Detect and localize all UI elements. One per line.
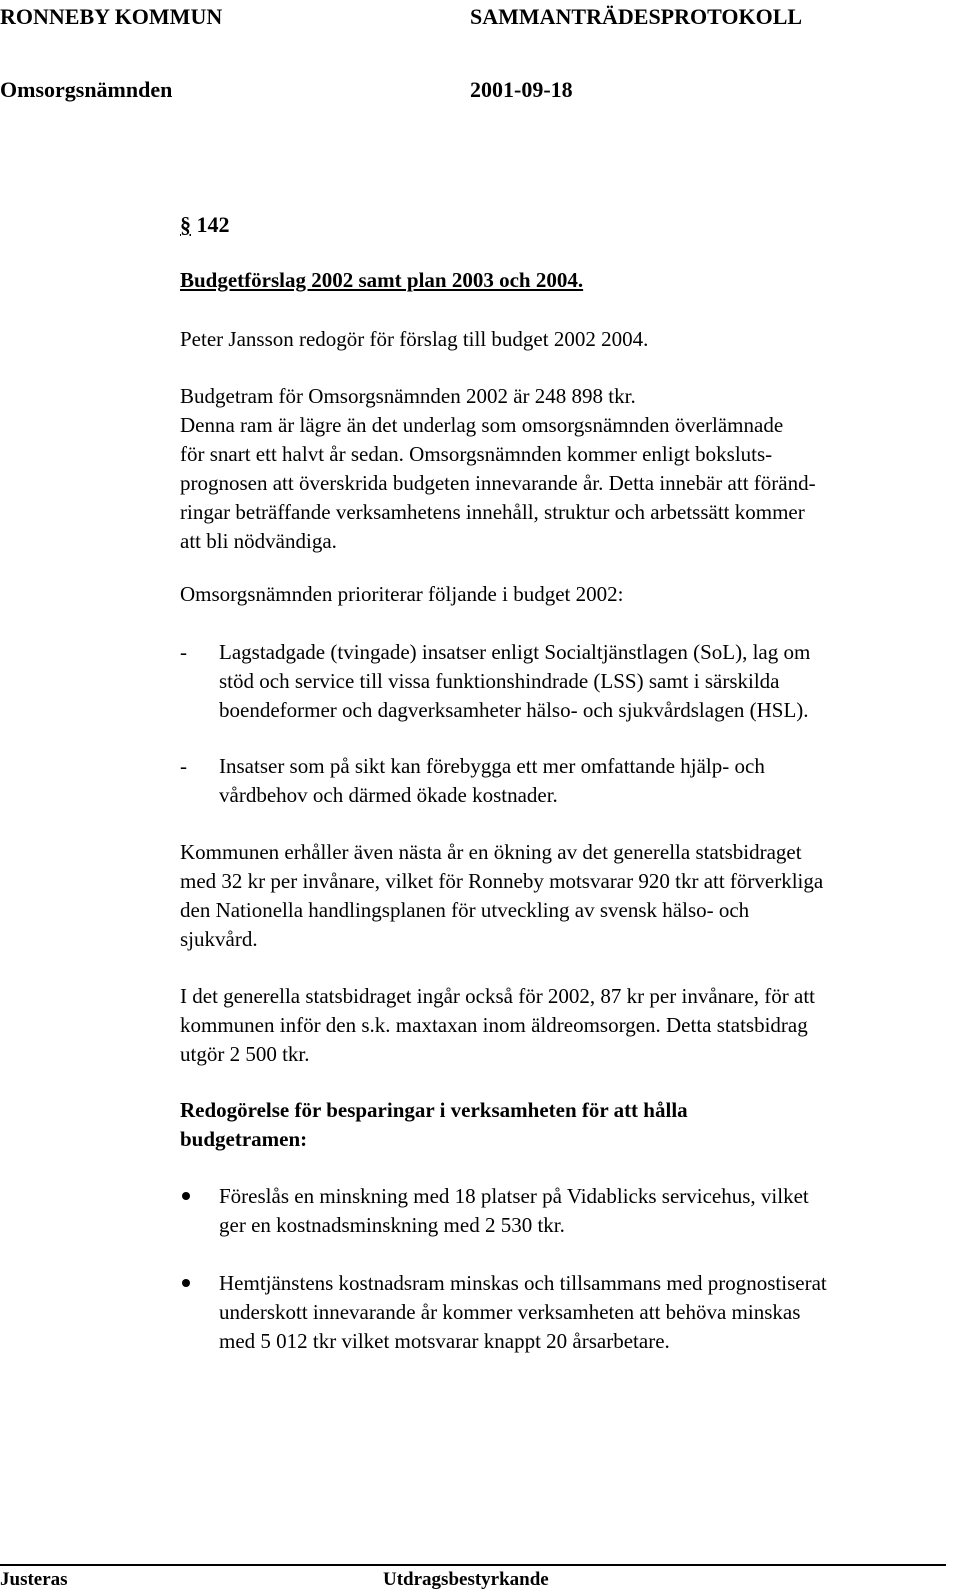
section-symbol: § xyxy=(180,212,191,237)
section-title: Budgetförslag 2002 samt plan 2003 och 2004. xyxy=(180,268,584,292)
paragraph-line: ringar beträffande verksamhetens innehåll, struktur och arbetssätt kommer xyxy=(180,500,805,524)
savings-line: underskott innevarande år kommer verksamheten att behöva minskas xyxy=(219,1300,801,1324)
savings-line: Hemtjänstens kostnadsram minskas och tillsammans med prognostiserat xyxy=(219,1271,827,1295)
committee-name: Omsorgsnämnden xyxy=(0,77,173,102)
paragraph-line: utgör 2 500 tkr. xyxy=(180,1042,310,1066)
paragraph-line: att bli nödvändiga. xyxy=(180,529,337,553)
footer-justeras: Justeras xyxy=(0,1569,68,1590)
paragraph-line: sjukvård. xyxy=(180,927,258,951)
priority-line: vårdbehov och därmed ökade kostnader. xyxy=(219,783,558,807)
footer-divider xyxy=(0,1564,946,1566)
dash-marker: - xyxy=(180,754,187,778)
paragraph-line: Budgetram för Omsorgsnämnden 2002 är 248 898 tkr. xyxy=(180,384,636,408)
document-type: SAMMANTRÄDESPROTOKOLL xyxy=(470,4,803,29)
paragraph-line: den Nationella handlingsplanen för utveckling av svensk hälso- och xyxy=(180,898,750,922)
priority-line: stöd och service till vissa funktionshindrade (LSS) samt i särskilda xyxy=(219,669,780,693)
priorities-intro: Omsorgsnämnden prioriterar följande i budget 2002: xyxy=(180,582,624,606)
savings-line: med 5 012 tkr vilket motsvarar knappt 20 årsarbetare. xyxy=(219,1329,670,1353)
intro-text: Peter Jansson redogör för förslag till budget 2002 2004. xyxy=(180,327,649,351)
savings-heading-line: Redogörelse för besparingar i verksamheten för att hålla xyxy=(180,1098,688,1122)
paragraph-line: för snart ett halvt år sedan. Omsorgsnämnden kommer enligt boksluts- xyxy=(180,442,773,466)
municipality-name: RONNEBY KOMMUN xyxy=(0,4,223,29)
paragraph-line: I det generella statsbidraget ingår också för 2002, 87 kr per invånare, för att xyxy=(180,984,816,1008)
dash-marker: - xyxy=(180,640,187,664)
savings-heading-line: budgetramen: xyxy=(180,1127,308,1151)
footer-utdragsbestyrkande: Utdragsbestyrkande xyxy=(383,1569,549,1590)
bullet-icon xyxy=(182,1192,190,1200)
paragraph-line: Kommunen erhåller även nästa år en ökning av det generella statsbidraget xyxy=(180,840,802,864)
priority-line: boendeformer och dagverksamheter hälso- och sjukvårdslagen (HSL). xyxy=(219,698,809,722)
paragraph-line: kommunen inför den s.k. maxtaxan inom äldreomsorgen. Detta statsbidrag xyxy=(180,1013,808,1037)
meeting-date: 2001-09-18 xyxy=(470,77,573,102)
paragraph-line: med 32 kr per invånare, vilket för Ronneby motsvarar 920 tkr att förverkliga xyxy=(180,869,824,893)
section-heading xyxy=(180,210,230,239)
priority-line: Lagstadgade (tvingade) insatser enligt Socialtjänstlagen (SoL), lag om xyxy=(219,640,811,664)
section-number: 142 xyxy=(196,212,230,237)
savings-line: Föreslås en minskning med 18 platser på Vidablicks servicehus, vilket xyxy=(219,1184,809,1208)
savings-line: ger en kostnadsminskning med 2 530 tkr. xyxy=(219,1213,565,1237)
priority-line: Insatser som på sikt kan förebygga ett mer omfattande hjälp- och xyxy=(219,754,765,778)
bullet-icon xyxy=(182,1279,190,1287)
paragraph-line: Denna ram är lägre än det underlag som omsorgsnämnden överlämnade xyxy=(180,413,784,437)
paragraph-line: prognosen att överskrida budgeten innevarande år. Detta innebär att föränd- xyxy=(180,471,816,495)
